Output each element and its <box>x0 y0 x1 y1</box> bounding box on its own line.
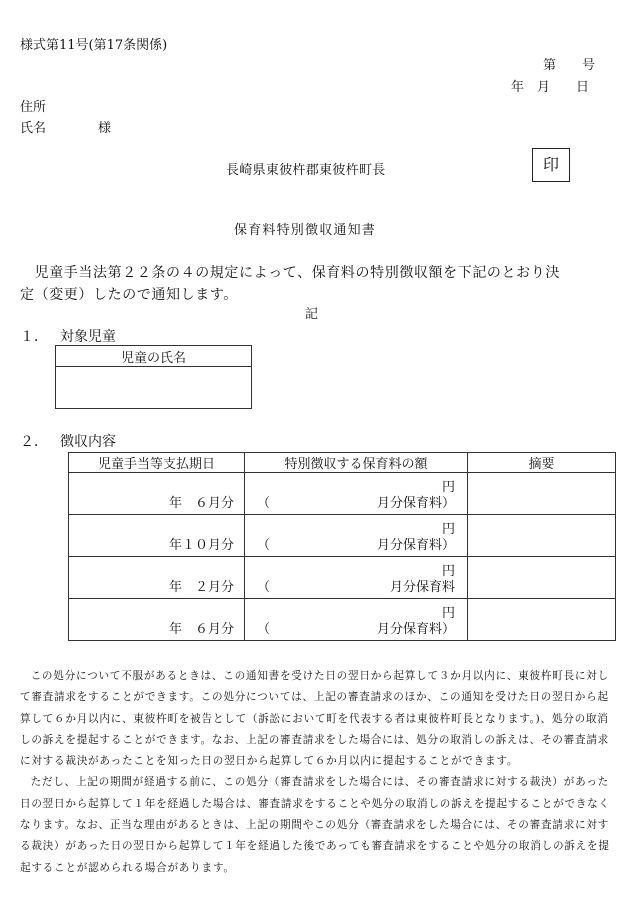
yen-unit: 円 <box>441 564 455 579</box>
section-2-number: ２． <box>20 434 48 450</box>
body-text-line-2: 定（変更）したので通知します。 <box>20 287 238 303</box>
notice-paragraph-1: この処分について不服があるときは、この通知書を受けた日の翌日から起算して３か月以内に、東彼杵町長に対して審査請求をすることができます。この処分については、上記の審査請求のほか、この通知を受けた日の翌日から起算して６か月以内に、東彼杵町を被告として（訴訟において町を代表する者は東彼杵町長となります。)、処分の取消しの訴えを提起することができます。なお、上記の審査請求をした場合には、処分の取消しの訴えは、その審査請求に対する裁決があったことを知った日の翌日から起算して６か月以内に提起することができます。 <box>20 670 610 768</box>
yen-unit: 円 <box>441 606 455 621</box>
paren-open: （ <box>257 622 271 637</box>
remark-cell <box>468 557 616 599</box>
document-number: 第 号 <box>543 58 596 73</box>
monthly-fee-text: 月分保育料） <box>376 496 455 511</box>
amount-cell <box>245 599 468 641</box>
child-name-header: 児童の氏名 <box>56 346 252 367</box>
header-payment-date: 児童手当等支払期日 <box>69 453 245 473</box>
period-text: 年 ２月分 <box>168 580 234 595</box>
amount-cell <box>245 473 468 515</box>
amount-cell <box>245 557 468 599</box>
ki-label: 記 <box>305 307 319 322</box>
table-row <box>69 599 616 641</box>
document-date: 年 月 日 <box>511 80 590 95</box>
section-1-number: １． <box>20 329 48 345</box>
child-name-cell <box>56 367 252 409</box>
document-title: 保育料特別徴収通知書 <box>234 223 377 238</box>
period-text: 年１０月分 <box>168 538 234 553</box>
period-text: 年 ６月分 <box>168 622 234 637</box>
table-row <box>69 473 616 515</box>
header-remarks: 摘要 <box>468 453 616 473</box>
paren-open: （ <box>257 496 271 511</box>
notice-paragraph-2: ただし、上記の期間が経過する前に、この処分（審査請求をした場合には、その審査請求に対する裁決）があった日の翌日から起算して１年を経過した場合は、審査請求をすることや処分の取消しの訴えを提起することができなくなります。なお、正当な理由があるときは、上記の期間やこの処分（審査請求をした場合には、その審査請求に対する裁決）があった日の翌日から起算して１年を経過した後であっても審査請求をすることや処分の取消しの訴えを提起することが認められる場合があります。 <box>20 776 610 874</box>
period-cell <box>69 557 245 599</box>
seal-stamp: 印 <box>532 148 570 182</box>
issuer-name: 長崎県東彼杵郡東彼杵町長 <box>226 163 386 178</box>
section-1-label: 対象児童 <box>60 329 116 345</box>
remark-cell <box>468 515 616 557</box>
header-special-amount: 特別徴収する保育料の額 <box>245 453 468 473</box>
yen-unit: 円 <box>441 522 455 537</box>
monthly-fee-text: 月分保育料 <box>389 580 455 595</box>
period-cell <box>69 515 245 557</box>
child-table <box>55 345 252 409</box>
yen-unit: 円 <box>441 480 455 495</box>
address-label: 住所 <box>20 100 47 115</box>
section-2-label: 徴収内容 <box>60 434 116 450</box>
table-row <box>69 515 616 557</box>
body-text-line-1: 児童手当法第２２条の４の規定によって、保育料の特別徴収額を下記のとおり決 <box>20 265 560 281</box>
period-cell <box>69 599 245 641</box>
form-number: 様式第11号(第17条関係) <box>20 38 168 53</box>
table-row <box>69 557 616 599</box>
remark-cell <box>468 473 616 515</box>
monthly-fee-text: 月分保育料） <box>376 622 455 637</box>
paren-open: （ <box>257 538 271 553</box>
period-text: 年 ６月分 <box>168 496 234 511</box>
monthly-fee-text: 月分保育料） <box>376 538 455 553</box>
period-cell <box>69 473 245 515</box>
amount-cell <box>245 515 468 557</box>
collection-table <box>68 452 616 641</box>
appeal-notice <box>20 666 616 879</box>
name-label: 氏名 様 <box>20 121 112 136</box>
remark-cell <box>468 599 616 641</box>
paren-open: （ <box>257 580 271 595</box>
